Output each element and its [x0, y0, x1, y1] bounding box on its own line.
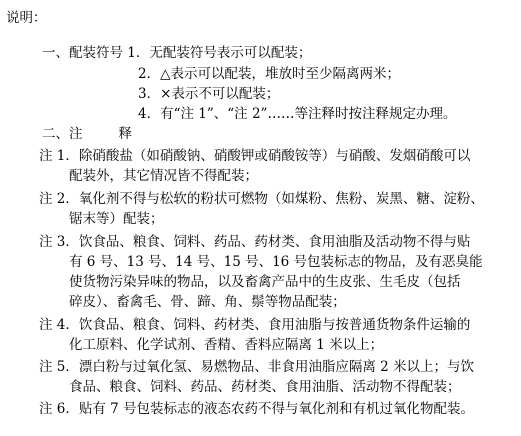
section-2-title-right: 释 — [118, 126, 132, 142]
note-3-line-1: 注 3．饮食品、粮食、饲料、药品、药材类、食用油脂及活动物不得与贴 — [39, 234, 471, 250]
note-4-line-1: 注 4．饮食品、粮食、饲料、药材类、食用油脂与按普通货物条件运输的 — [39, 317, 471, 333]
note-5-line-1: 注 5．漂白粉与过氧化氢、易燃物品、非食用油脂应隔离 2 米以上；与饮 — [39, 359, 475, 375]
note-3-line-2: 有 6 号、13 号、14 号、15 号、16 号包装标志的物品，及有恶臭能 — [69, 254, 483, 270]
note-3-line-3: 使货物污染异味的物品，以及畜禽产品中的生皮张、生毛皮（包括 — [69, 274, 461, 290]
section-2-title — [42, 124, 132, 145]
note-3-line-4: 碎皮）、畜禽毛、骨、蹄、角、鬃等物品配装； — [69, 294, 346, 310]
note-1-line-2: 配装外，其它情况皆不得配装； — [69, 168, 258, 184]
section-1-item-2: 2．△表示可以配装，堆放时至少隔离两米； — [138, 66, 400, 82]
section-2-title-left: 二、注 — [42, 126, 83, 142]
note-2-line-1: 注 2．氧化剂不得与松软的粉状可燃物（如煤粉、焦粉、炭黑、糖、淀粉、 — [39, 191, 484, 207]
document-heading: 说明： — [6, 10, 47, 26]
note-2-line-2: 锯末等）配装； — [69, 211, 164, 227]
note-6-line-1: 注 6．贴有 7 号包装标志的液态农药不得与氧化剂和有机过氧化物配装。 — [39, 401, 475, 417]
section-1-item-3: 3．×表示不可以配装； — [138, 86, 280, 102]
section-1-title: 一、配装符号 1．无配装符号表示可以配装； — [42, 45, 312, 61]
note-5-line-2: 食品、粮食、饲料、药品、药材类、食用油脂、活动物不得配装； — [69, 379, 461, 395]
section-1-item-4: 4．有“注 1”、“注 2”……等注释时按注释规定办理。 — [138, 106, 457, 122]
note-4-line-2: 化工原料、化学试剂、香精、香料应隔离 1 米以上； — [69, 337, 384, 353]
note-1-line-1: 注 1．除硝酸盐（如硝酸钠、硝酸钾或硝酸铵等）与硝酸、发烟硝酸可以 — [39, 148, 471, 164]
